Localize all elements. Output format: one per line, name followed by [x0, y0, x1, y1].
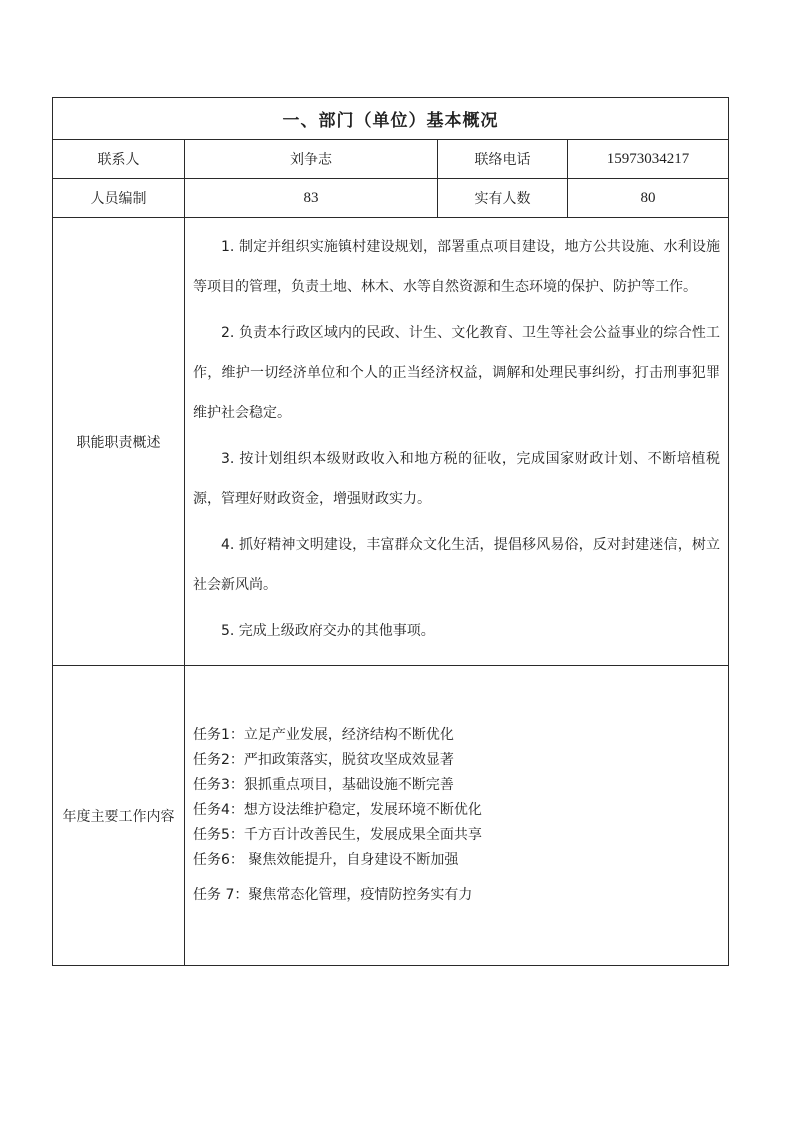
phone-label: 联络电话: [438, 140, 568, 179]
contact-row: [53, 140, 729, 179]
duty-item: 5. 完成上级政府交办的其他事项。: [221, 622, 435, 639]
annual-work-label: 年度主要工作内容: [53, 666, 185, 966]
duties-content: [185, 218, 729, 666]
task-item: 任务 7：聚焦常态化管理，疫情防控务实有力: [193, 887, 473, 903]
section-title: 一、部门（单位）基本概况: [53, 98, 729, 140]
duties-row: [53, 218, 729, 666]
phone-value: 15973034217: [568, 140, 729, 179]
annual-work-row: [53, 666, 729, 966]
staffing-row: [53, 179, 729, 218]
staff-quota-value: 83: [185, 179, 438, 218]
duty-item: 1. 制定并组织实施镇村建设规划，部署重点项目建设，地方公共设施、水利设施等项目的管理，负责土地、林木、水等自然资源和生态环境的保护、防护等工作。: [193, 238, 720, 295]
duties-label: 职能职责概述: [53, 218, 185, 666]
contact-value: 刘争志: [185, 140, 438, 179]
annual-work-content: [185, 666, 729, 966]
duty-item: 4. 抓好精神文明建设，丰富群众文化生活，提倡移风易俗，反对封建迷信，树立社会新风尚。: [193, 536, 720, 593]
duty-item: 2. 负责本行政区域内的民政、计生、文化教育、卫生等社会公益事业的综合性工作，维护一切经济单位和个人的正当经济权益，调解和处理民事纠纷，打击刑事犯罪维护社会稳定。: [193, 324, 720, 421]
task-item: 任务2：严扣政策落实，脱贫攻坚成效显著: [193, 752, 454, 768]
contact-label: 联系人: [53, 140, 185, 179]
task-item: 任务6： 聚焦效能提升，自身建设不断加强: [193, 852, 459, 868]
actual-staff-label: 实有人数: [438, 179, 568, 218]
actual-staff-value: 80: [568, 179, 729, 218]
title-row: [53, 98, 729, 140]
task-item: 任务1：立足产业发展，经济结构不断优化: [193, 727, 454, 743]
task-item: 任务4：想方设法维护稳定，发展环境不断优化: [193, 802, 482, 818]
task-item: 任务3：狠抓重点项目，基础设施不断完善: [193, 777, 454, 793]
department-overview-table: [52, 97, 729, 966]
staff-quota-label: 人员编制: [53, 179, 185, 218]
task-item: 任务5：千方百计改善民生，发展成果全面共享: [193, 827, 482, 843]
duty-item: 3. 按计划组织本级财政收入和地方税的征收，完成国家财政计划、不断培植税源，管理好财政资金，增强财政实力。: [193, 450, 720, 507]
